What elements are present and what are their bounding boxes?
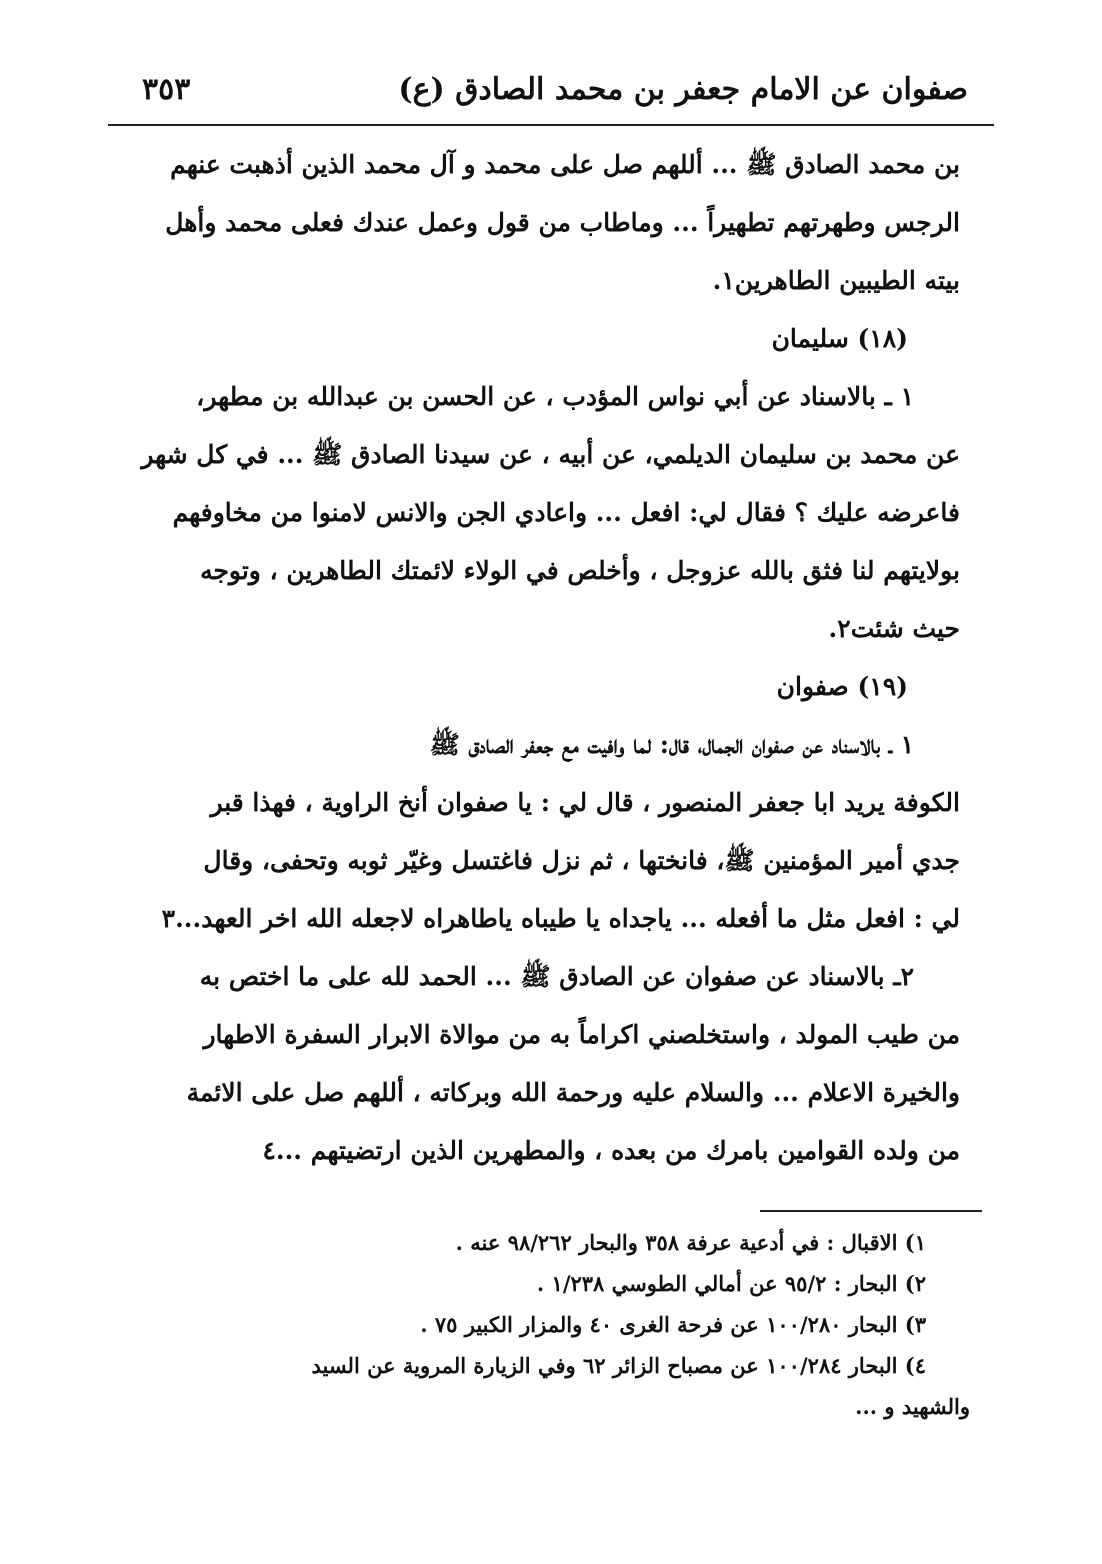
paragraph-sulaiman xyxy=(141,368,960,658)
header-divider xyxy=(108,124,994,126)
footnotes xyxy=(130,1222,970,1427)
section-heading-19: (١٩) صفوان xyxy=(776,672,908,701)
running-title: صفوان عن الامام جعفر بن محمد الصادق (ع) xyxy=(398,72,968,107)
footnote-3: ٣) البحار ١٠٠/٢٨٠ عن فرحة الغرى ٤٠ والمزار الكبير ٧٥ . xyxy=(420,1312,926,1337)
page-number: ٣٥٣ xyxy=(142,72,191,107)
paragraph-safwan-1 xyxy=(150,716,960,948)
text-line: بيته الطيبين الطاهرين١. xyxy=(712,266,960,295)
text-line: ١ ـ بالاسناد عن أبي نواس المؤدب ، عن الحسن بن عبدالله بن مطهر، xyxy=(196,382,914,411)
text-line: فاعرضه عليك ؟ فقال لي: افعل ... واعادي الجن والانس لامنوا من مخاوفهم xyxy=(172,498,960,527)
text-line: والخيرة الاعلام ... والسلام عليه ورحمة الله وبركاته ، أللهم صل على الائمة xyxy=(186,1078,960,1107)
footnote-divider xyxy=(760,1210,982,1212)
text-line: حيث شئت٢. xyxy=(828,614,960,643)
section-heading-18: (١٨) سليمان xyxy=(771,324,908,353)
text-line: من طيب المولد ، واستخلصني اكراماً به من موالاة الابرار السفرة الاطهار xyxy=(203,1020,960,1049)
text-line: بن محمد الصادق ﷺ ... أللهم صل على محمد و آل محمد الذين أذهبت عنهم xyxy=(170,150,960,179)
text-line: جدي أمير المؤمنين ﷺ، فانختها ، ثم نزل فاغتسل وغيّر ثوبه وتحفى، وقال xyxy=(203,846,960,875)
page-header xyxy=(108,62,994,124)
text-line: ٢ـ بالاسناد عن صفوان عن الصادق ﷺ ... الحمد لله على ما اختص به xyxy=(199,962,914,991)
text-line: الكوفة يريد ابا جعفر المنصور ، قال لي : يا صفوان أنخ الراوية ، فهذا قبر xyxy=(210,788,960,817)
main-text xyxy=(141,136,960,1180)
text-line: من ولده القوامين بامرك من بعده ، والمطهرين الذين ارتضيتهم ...٤ xyxy=(262,1136,960,1165)
text-line: عن محمد بن سليمان الديلمي، عن أبيه ، عن سيدنا الصادق ﷺ ... في كل شهر xyxy=(141,440,960,469)
footnote-2: ٢) البحار : ٩٥/٢ عن أمالي الطوسي ١/٢٣٨ . xyxy=(536,1271,926,1296)
text-line: الرجس وطهرتهم تطهيراً ... وماطاب من قول وعمل عندك فعلى محمد وأهل xyxy=(165,208,960,237)
text-line: بولايتهم لنا فثق بالله عزوجل ، وأخلص في الولاء لائمتك الطاهرين ، وتوجه xyxy=(200,556,960,585)
footnote-1: ١) الاقبال : في أدعية عرفة ٣٥٨ والبحار ٩٨/٢٦٢ عنه . xyxy=(455,1230,926,1255)
paragraph-continuation xyxy=(150,136,960,310)
footnote-4: ٤) البحار ١٠٠/٢٨٤ عن مصباح الزائر ٦٢ وفي الزيارة المروية عن السيد xyxy=(311,1353,926,1378)
text-line: لي : افعل مثل ما أفعله ... ياجداه يا طيباه ياطاهراه لاجعله الله اخر العهد...٣ xyxy=(161,904,960,933)
paragraph-safwan-2 xyxy=(150,948,960,1180)
footnote-4-continuation: والشهيد و ... xyxy=(855,1394,970,1419)
text-line: ١ ـ بالاسناد عن صفوان الجمال، قال: لما وافيت مع جعفر الصادق ﷺ xyxy=(429,730,914,759)
